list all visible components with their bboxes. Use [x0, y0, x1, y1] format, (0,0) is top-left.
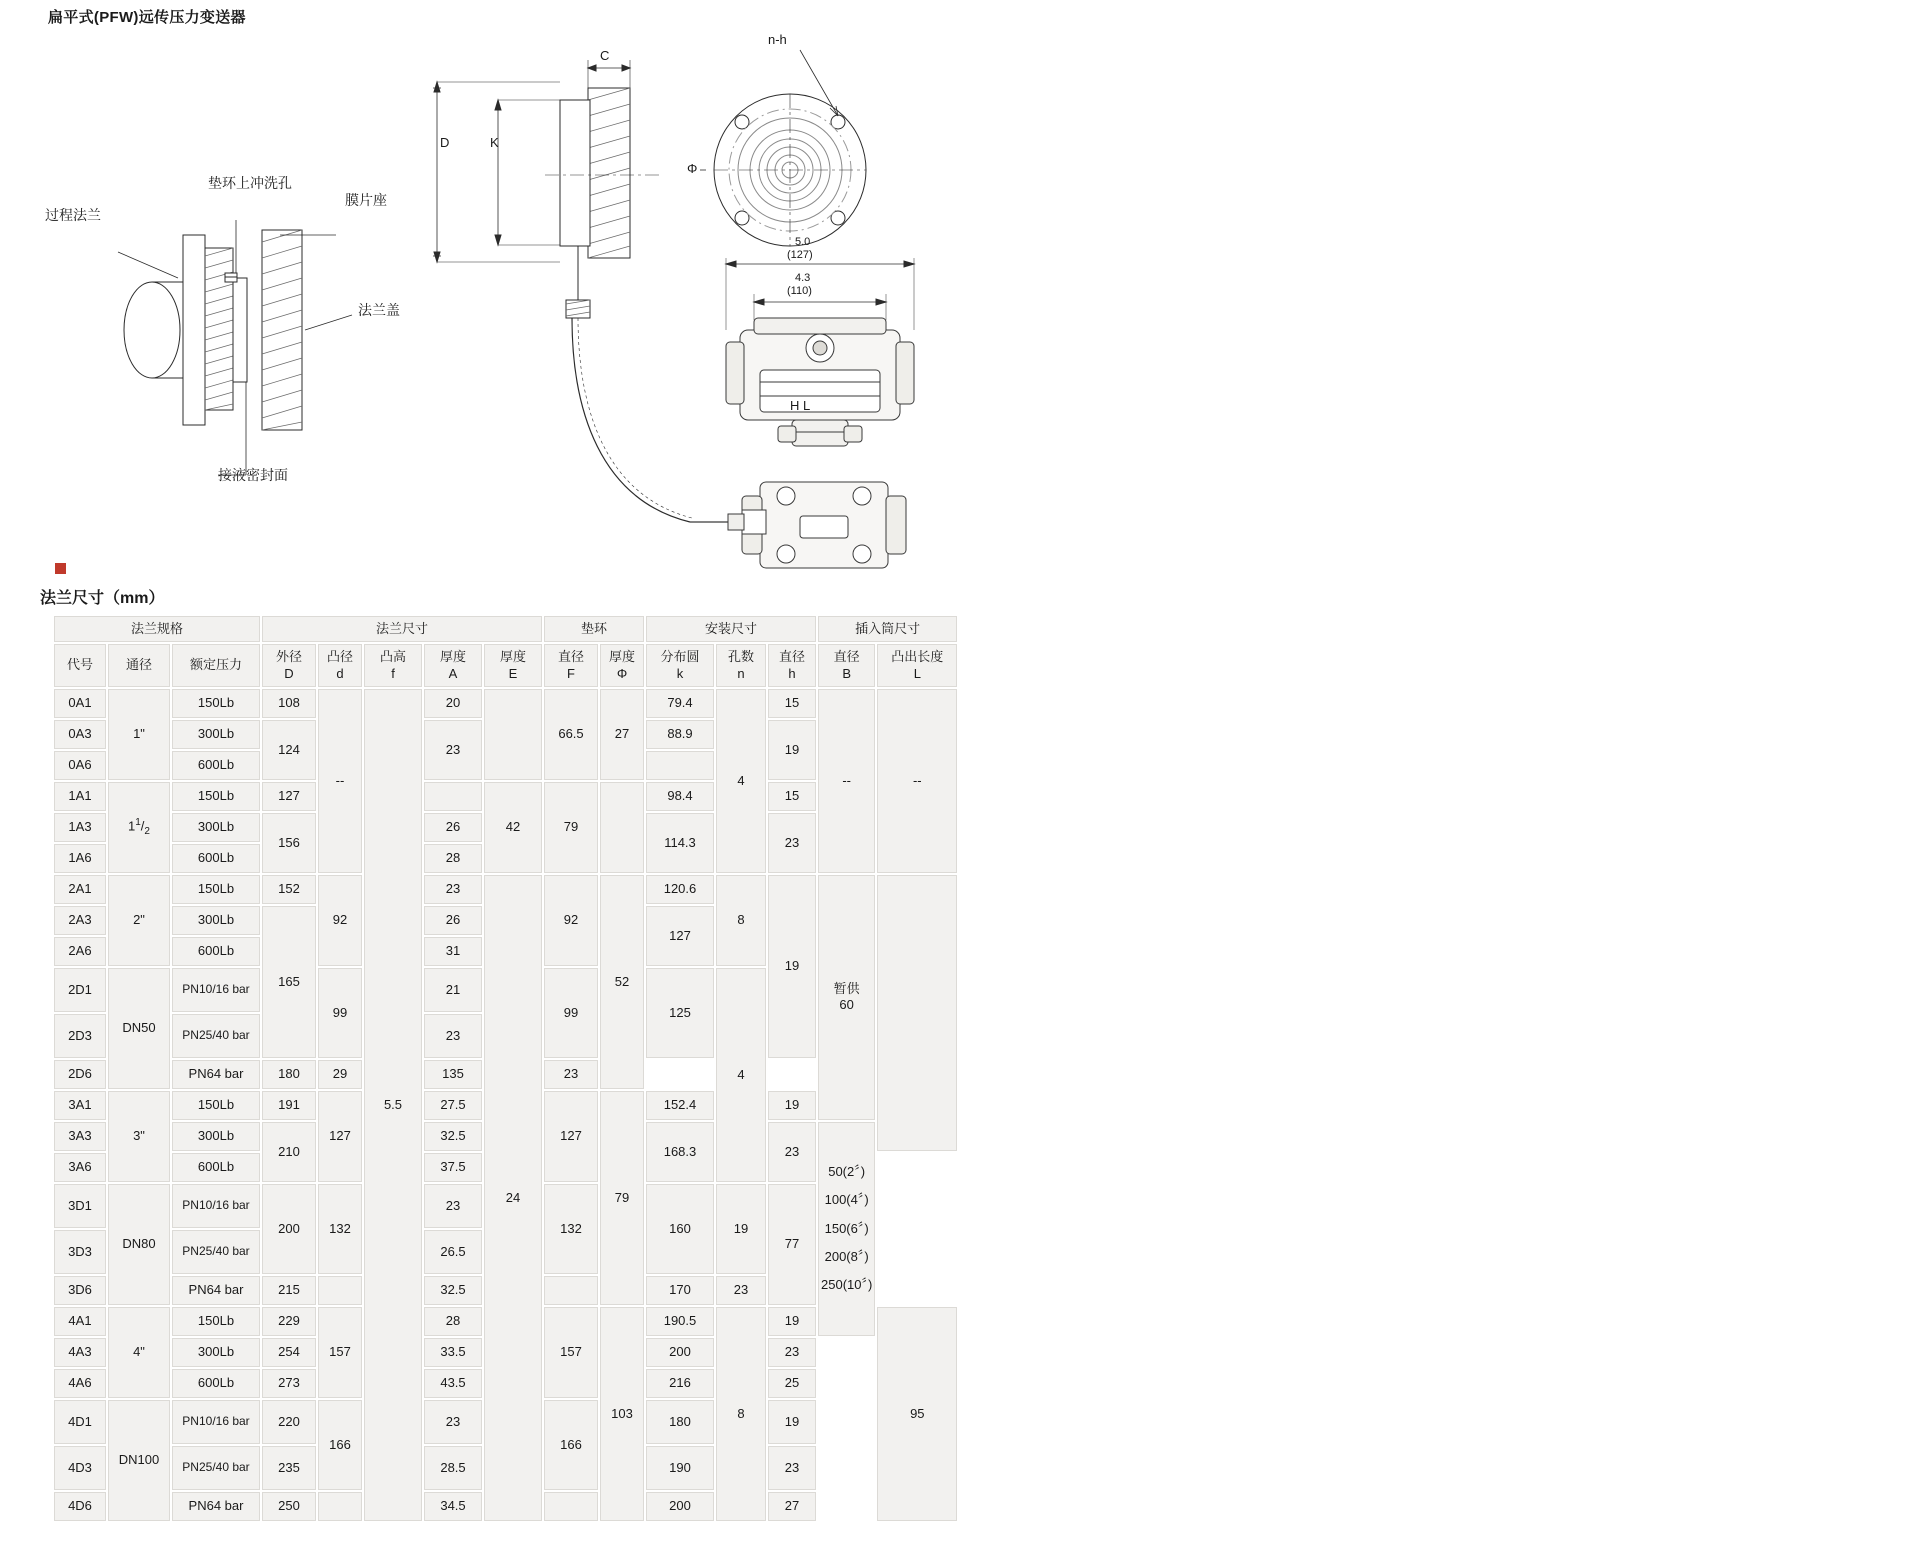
cell-D: 108: [262, 689, 316, 718]
cell-d: 157: [318, 1307, 362, 1398]
cell-bore: 1": [108, 689, 170, 780]
cell-D: 180: [262, 1060, 316, 1089]
cell-pressure: 600Lb: [172, 1369, 260, 1398]
label-wetted-seal-face: 接液密封面: [218, 467, 288, 483]
cell-n: 8: [716, 1307, 766, 1521]
group-header-mounting: 安装尺寸: [646, 616, 816, 642]
section-marker: [55, 563, 66, 574]
cell-code: 2D3: [54, 1014, 106, 1058]
bore-denominator: 2: [144, 825, 150, 837]
cell-code: 0A3: [54, 720, 106, 749]
col-hole-count: 孔数 n: [716, 644, 766, 687]
cell-h: 23: [768, 1446, 816, 1490]
cell-D: 165: [262, 906, 316, 1058]
insert-length-item: 250(10〞): [821, 1277, 873, 1293]
cell-bore: DN100: [108, 1400, 170, 1521]
cell-d: [318, 1492, 362, 1521]
cell-Phi: 52: [600, 875, 644, 1089]
cell-code: 1A1: [54, 782, 106, 811]
cell-bore: 4": [108, 1307, 170, 1398]
cell-D: 156: [262, 813, 316, 873]
cell-bore: 2": [108, 875, 170, 966]
dim-label-K: K: [490, 135, 499, 150]
cell-pressure: PN64 bar: [172, 1276, 260, 1305]
table-row: [54, 689, 957, 718]
cell-F: 99: [544, 968, 598, 1058]
cell-k: 152.4: [646, 1091, 714, 1120]
cell-k: 120.6: [646, 875, 714, 904]
section-title: 法兰尺寸（mm）: [40, 590, 165, 607]
cell-L: [877, 875, 957, 1151]
cell-n: 4: [716, 968, 766, 1182]
cell-D: 200: [262, 1184, 316, 1274]
col-insert-length: 凸出长度 L: [877, 644, 957, 687]
cell-k: 114.3: [646, 813, 714, 873]
cell-k: 168.3: [646, 1122, 714, 1182]
dim-label-n-h: n-h: [768, 32, 787, 47]
table-row: [54, 875, 957, 904]
col-rated-pressure-text: 额定压力: [189, 657, 242, 673]
drawing-svg: [0, 30, 1920, 570]
cell-k: 160: [646, 1184, 714, 1274]
cell-d: --: [318, 689, 362, 873]
cell-pressure: PN10/16 bar: [172, 968, 260, 1012]
cell-h: 27: [768, 1492, 816, 1521]
cell-h: 23: [768, 1122, 816, 1182]
cell-pressure: 150Lb: [172, 1307, 260, 1336]
insert-length-item: 200(8〞): [824, 1248, 869, 1264]
cell-pressure: 300Lb: [172, 813, 260, 842]
table-sub-header-row: [54, 644, 957, 687]
cell-D: 229: [262, 1307, 316, 1336]
col-outer-diameter: 外径 D: [262, 644, 316, 687]
col-bore-text: 通径: [125, 657, 152, 673]
cell-D: 273: [262, 1369, 316, 1398]
col-thickness-e: 厚度 E: [484, 644, 542, 687]
cell-code: 4D1: [54, 1400, 106, 1444]
cell-d: 99: [318, 968, 362, 1058]
col-rated-pressure: [172, 644, 260, 687]
label-diaphragm-seat: 膜片座: [345, 192, 387, 208]
cell-A: 27.5: [424, 1091, 482, 1120]
cell-F: 79: [544, 782, 598, 873]
col-raised-diameter: 凸径 d: [318, 644, 362, 687]
cell-D: 235: [262, 1446, 316, 1490]
cell-Phi: 79: [600, 1091, 644, 1305]
cell-n: 8: [716, 875, 766, 966]
col-bolt-circle: 分布圆 k: [646, 644, 714, 687]
cell-pressure: 600Lb: [172, 1153, 260, 1182]
page-title: 扁平式(PFW)远传压力变送器: [48, 9, 246, 26]
cell-code: 4D3: [54, 1446, 106, 1490]
cell-B: 95: [877, 1307, 957, 1521]
cell-k: 190.5: [646, 1307, 714, 1336]
cell-D: 250: [262, 1492, 316, 1521]
cell-code: 0A1: [54, 689, 106, 718]
cell-A: 34.5: [424, 1492, 482, 1521]
cell-A: 32.5: [424, 1122, 482, 1151]
cell-h: 19: [768, 875, 816, 1058]
cell-B: 暂供 60: [818, 875, 875, 1120]
cell-Phi: 103: [600, 1307, 644, 1521]
cell-d: 92: [318, 875, 362, 966]
cell-h: 25: [768, 1369, 816, 1398]
cell-h: 19: [768, 1400, 816, 1444]
cell-h: 19: [716, 1184, 766, 1274]
cell-code: 4A1: [54, 1307, 106, 1336]
cell-F: 132: [544, 1184, 598, 1274]
cell-code: 3D6: [54, 1276, 106, 1305]
cell-A: 32.5: [424, 1276, 482, 1305]
cell-k: 200: [646, 1338, 714, 1367]
technical-drawing: [0, 30, 1920, 570]
cell-n: 4: [716, 689, 766, 873]
cell-k: 200: [646, 1492, 714, 1521]
cell-pressure: 600Lb: [172, 844, 260, 873]
cell-h: 23: [716, 1276, 766, 1305]
cell-d: 127: [318, 1091, 362, 1182]
cell-h: 19: [768, 720, 816, 780]
cell-pressure: 300Lb: [172, 906, 260, 935]
cell-A: 43.5: [424, 1369, 482, 1398]
cell-D: 191: [262, 1091, 316, 1120]
cell-pressure: 300Lb: [172, 720, 260, 749]
dim-width-mm-2: (110): [787, 285, 812, 297]
cell-A: 20: [424, 689, 482, 718]
cell-A: [424, 782, 482, 811]
cell-pressure: PN25/40 bar: [172, 1230, 260, 1274]
cell-A: 26: [424, 906, 482, 935]
cell-h: 23: [768, 1338, 816, 1367]
dim-label-phi: Φ: [687, 161, 698, 176]
dim-width-inch-1: 5.0: [795, 236, 811, 248]
cell-F: 166: [544, 1400, 598, 1490]
cell-D: 254: [262, 1338, 316, 1367]
label-flange-cover: 法兰盖: [358, 302, 400, 318]
col-bore: [108, 644, 170, 687]
col-insert-diameter: 直径 B: [818, 644, 875, 687]
cell-k: 216: [646, 1369, 714, 1398]
col-gasket-thickness: 厚度 Φ: [600, 644, 644, 687]
dim-label-C: C: [600, 48, 610, 63]
cell-Phi: [600, 782, 644, 873]
cell-bore: DN80: [108, 1184, 170, 1305]
cell-h: 15: [768, 689, 816, 718]
cell-pressure: 150Lb: [172, 782, 260, 811]
group-header-flange-spec: 法兰规格: [54, 616, 260, 642]
cell-A: 31: [424, 937, 482, 966]
insert-length-item: 50(2〞): [828, 1164, 866, 1180]
cell-B: --: [818, 689, 875, 873]
cell-pressure: 150Lb: [172, 875, 260, 904]
cell-A: 26: [424, 813, 482, 842]
table-group-header-row: [54, 616, 957, 642]
cell-f: 5.5: [364, 689, 422, 1521]
cell-F: [544, 1276, 598, 1305]
bore-numerator: 1: [135, 816, 141, 828]
cell-k: 88.9: [646, 720, 714, 749]
cell-bore: DN50: [108, 968, 170, 1089]
cell-code: 2D6: [54, 1060, 106, 1089]
col-thickness-a: 厚度 A: [424, 644, 482, 687]
cell-F: 66.5: [544, 689, 598, 780]
cell-code: 0A6: [54, 751, 106, 780]
cell-F: [544, 1492, 598, 1521]
group-header-flange-dims: 法兰尺寸: [262, 616, 542, 642]
cell-pressure: 300Lb: [172, 1338, 260, 1367]
cell-F: 157: [544, 1307, 598, 1398]
cell-k: 79.4: [646, 689, 714, 718]
col-gasket-diameter: 直径 F: [544, 644, 598, 687]
cell-code: 3A6: [54, 1153, 106, 1182]
cell-pressure: PN64 bar: [172, 1492, 260, 1521]
cell-code: 3D1: [54, 1184, 106, 1228]
col-raised-height: 凸高 f: [364, 644, 422, 687]
cell-D: 152: [262, 875, 316, 904]
cell-E: [484, 689, 542, 780]
cell-A: 23: [424, 720, 482, 780]
cell-A: 29: [318, 1060, 362, 1089]
cell-D: 220: [262, 1400, 316, 1444]
cell-code: 4A3: [54, 1338, 106, 1367]
cell-d: [318, 1276, 362, 1305]
cell-code: 2A6: [54, 937, 106, 966]
cell-E: 42: [484, 782, 542, 873]
cell-pressure: PN64 bar: [172, 1060, 260, 1089]
cell-D: 210: [262, 1122, 316, 1182]
cell-A: 23: [424, 1400, 482, 1444]
cell-A: 37.5: [424, 1153, 482, 1182]
cell-bore: $1^1/_2$: [108, 782, 170, 873]
cell-D: 215: [262, 1276, 316, 1305]
cell-pressure: 300Lb: [172, 1122, 260, 1151]
cell-A: 26.5: [424, 1230, 482, 1274]
dim-label-HL: H L: [790, 398, 811, 413]
col-code: [54, 644, 106, 687]
cell-pressure: 150Lb: [172, 1091, 260, 1120]
cell-pressure: 600Lb: [172, 937, 260, 966]
cell-code: 1A3: [54, 813, 106, 842]
dim-width-mm-1: (127): [787, 249, 813, 261]
cell-pressure: PN10/16 bar: [172, 1184, 260, 1228]
cell-k: [646, 751, 714, 780]
cell-F: 92: [544, 875, 598, 966]
cell-h: 23: [768, 813, 816, 873]
cell-code: 1A6: [54, 844, 106, 873]
dim-width-inch-2: 4.3: [795, 272, 811, 284]
cell-A: 21: [424, 968, 482, 1012]
cell-k: 125: [646, 968, 714, 1058]
cell-code: 3D3: [54, 1230, 106, 1274]
cell-pressure: 150Lb: [172, 689, 260, 718]
col-hole-diameter: 直径 h: [768, 644, 816, 687]
cell-Phi: 27: [600, 689, 644, 780]
cell-h: 19: [768, 1307, 816, 1336]
cell-k: 135: [424, 1060, 482, 1089]
label-washer-hole: 垫环上冲洗孔: [208, 175, 292, 191]
dim-label-D: D: [440, 135, 450, 150]
cell-h: 23: [544, 1060, 598, 1089]
cell-A: 23: [424, 1184, 482, 1228]
cell-L-list: [818, 1122, 875, 1336]
cell-pressure: 600Lb: [172, 751, 260, 780]
cell-k: 98.4: [646, 782, 714, 811]
cell-k: 170: [646, 1276, 714, 1305]
cell-D: 127: [262, 782, 316, 811]
cell-A: 28: [424, 844, 482, 873]
flange-dimensions-table: [52, 614, 959, 1523]
cell-pressure: PN25/40 bar: [172, 1446, 260, 1490]
cell-code: 3A1: [54, 1091, 106, 1120]
group-header-insert-tube: 插入筒尺寸: [818, 616, 957, 642]
cell-code: 4A6: [54, 1369, 106, 1398]
insert-length-item: 100(4〞): [824, 1192, 869, 1208]
cell-d: 166: [318, 1400, 362, 1490]
cell-A: 23: [424, 1014, 482, 1058]
cell-E: 24: [484, 875, 542, 1521]
insert-length-item: 150(6〞): [824, 1220, 869, 1236]
bore-whole: 1: [128, 817, 136, 833]
cell-h: 15: [768, 782, 816, 811]
cell-A: 23: [424, 875, 482, 904]
cell-A: 28.5: [424, 1446, 482, 1490]
cell-F: 127: [544, 1091, 598, 1182]
cell-L: --: [877, 689, 957, 873]
cell-pressure: PN25/40 bar: [172, 1014, 260, 1058]
cell-A: 33.5: [424, 1338, 482, 1367]
cell-d: 132: [318, 1184, 362, 1274]
cell-code: 3A3: [54, 1122, 106, 1151]
cell-code: 2D1: [54, 968, 106, 1012]
group-header-gasket: 垫环: [544, 616, 644, 642]
cell-k: 180: [646, 1400, 714, 1444]
cell-k: 127: [646, 906, 714, 966]
col-code-text: 代号: [66, 657, 93, 673]
cell-B: 77: [768, 1184, 816, 1305]
cell-code: 4D6: [54, 1492, 106, 1521]
cell-bore: 3": [108, 1091, 170, 1182]
flange-dimensions-table-wrap: [52, 614, 1052, 1523]
cell-pressure: PN10/16 bar: [172, 1400, 260, 1444]
label-process-flange: 过程法兰: [45, 207, 101, 223]
cell-code: 2A1: [54, 875, 106, 904]
cell-h: 19: [768, 1091, 816, 1120]
cell-D: 124: [262, 720, 316, 780]
cell-A: 28: [424, 1307, 482, 1336]
cell-k: 190: [646, 1446, 714, 1490]
cell-code: 2A3: [54, 906, 106, 935]
